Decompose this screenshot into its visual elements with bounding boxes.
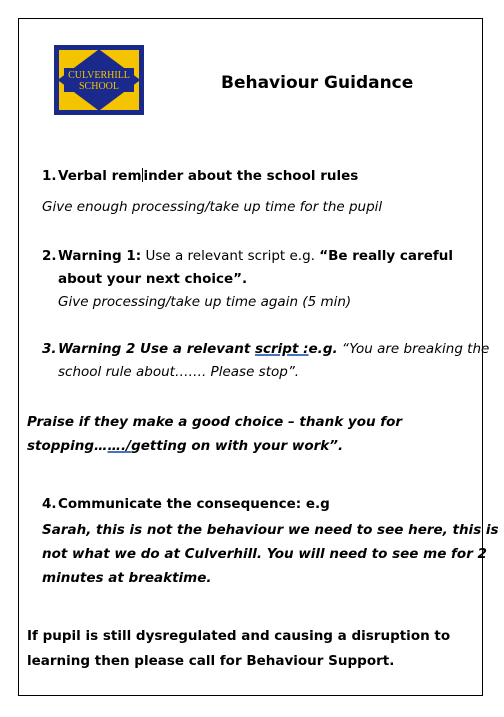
page-title: Behaviour Guidance [221,73,414,93]
praise-line2 [27,436,343,456]
step3-label: Warning 2 Use a relevant [58,341,255,357]
step1-note: Give enough processing/take up time for the pupil [42,199,383,215]
footer-line1: If pupil is still dysregulated and causing a disruption to [27,628,451,644]
step2-text: Use a relevant script e.g. [141,248,320,264]
step4-example-line3: minutes at breaktime. [42,570,212,586]
logo-line2: SCHOOL [78,81,120,92]
step2-note: Give processing/take up time again (5 min) [58,294,352,310]
step4-heading-text: Communicate the consequence: e.g [58,496,330,512]
step2-number: 2. [42,248,57,264]
step1-number: 1. [42,168,57,184]
step1-heading-a: Verbal rem [58,168,142,184]
footer-line2: learning then please call for Behaviour Support. [27,653,395,669]
step4-example-line2: not what we do at Culverhill. You will need to see me for 2 [42,546,487,562]
step2-quote2: about your next choice”. [58,271,248,287]
step3-quote1: “You are breaking the [337,341,490,357]
step3-number: 3. [42,341,57,357]
step3-label-end: e.g. [308,341,338,357]
praise-line2-b: …./ [107,438,132,454]
logo-line1: CULVERHILL [68,70,130,81]
culverhill-school-logo [54,45,144,115]
step2-line1 [42,246,453,266]
step3-script-word: script : [254,341,309,357]
step1-heading-b: inder about the school rules [143,168,359,184]
praise-line1: Praise if they make a good choice – thank you for [27,414,403,430]
step3-line1 [42,339,489,359]
step4-example-line1: Sarah, this is not the behaviour we need to see here, this is [42,522,499,538]
praise-line2-a: stopping… [27,438,108,454]
step4-heading [42,494,330,514]
step1-heading [42,166,358,186]
step4-number: 4. [42,496,57,512]
step3-quote2: school rule about……. Please stop”. [58,364,300,380]
step2-label: Warning 1: [58,248,142,264]
praise-line2-c: getting on with your work”. [131,438,344,454]
step2-quote1: “Be really careful [319,248,453,264]
